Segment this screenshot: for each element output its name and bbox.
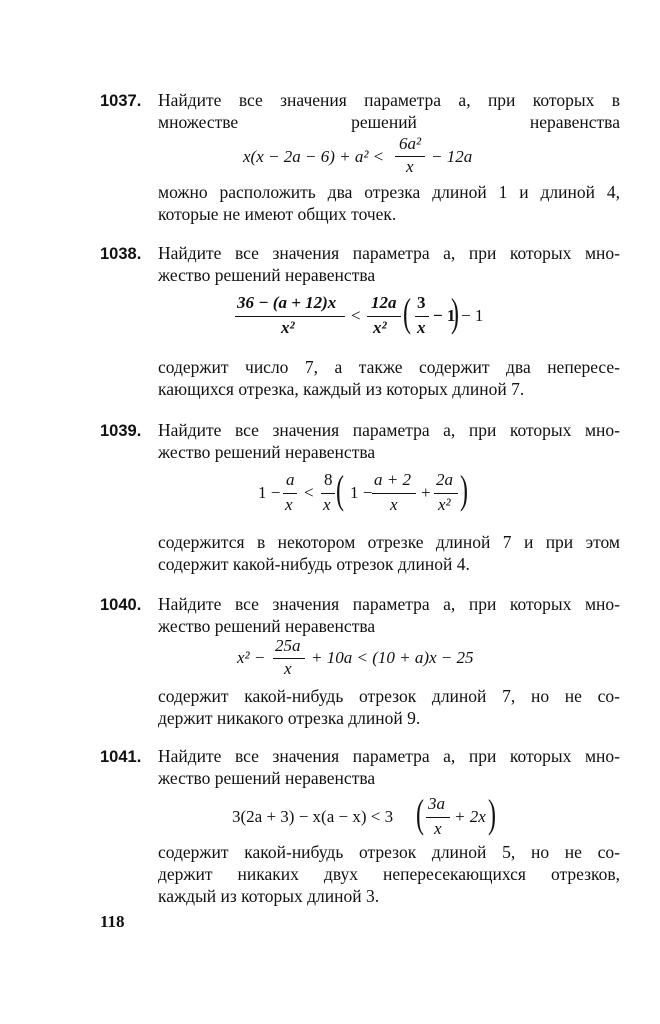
problem-number: 1037. bbox=[100, 92, 142, 110]
problem-statement-line: жество решений неравенства bbox=[158, 768, 376, 788]
problem-statement-line: 1040. Найдите все значения параметра a, при которых мно- bbox=[100, 592, 620, 616]
problem-condition-line: содержит какой-нибудь отрезок длиной 7, но не со- bbox=[158, 686, 620, 706]
problem-condition-line: держит никаких двух непересекающихся отрезков, bbox=[158, 864, 620, 884]
problem-statement-line: 1039. Найдите все значения параметра a, при которых мно- bbox=[100, 418, 620, 442]
problem-statement-line: 1041. Найдите все значения параметра a, при которых мно- bbox=[100, 744, 620, 768]
inequality-formula: 3(2a + 3) − x(a − x) < 3 ( 3a x + 2x ) bbox=[232, 791, 496, 838]
problem-statement-line: жество решений неравенства bbox=[158, 265, 376, 285]
problem-condition-line: содержится в некотором отрезке длиной 7 и при этом bbox=[158, 532, 620, 552]
problem-number: 1041. bbox=[100, 748, 142, 766]
problem-statement-line: жество решений неравенства bbox=[158, 442, 376, 462]
problem-number: 1040. bbox=[100, 596, 142, 614]
problem-condition-line: содержит какой-нибудь отрезок длиной 5, но не со- bbox=[158, 842, 620, 862]
problem-statement-line: множестве решений неравенства bbox=[158, 112, 620, 132]
problem-condition-line: можно расположить два отрезка длиной 1 и длиной 4, bbox=[158, 182, 620, 202]
inequality-formula: 1 − a x < 8 x ( 1 − a + 2 x + 2a x² ) bbox=[258, 467, 468, 514]
problem-condition-line: которые не имеют общих точек. bbox=[158, 204, 397, 224]
problem-statement-line: 1037. Найдите все значения параметра a, при которых в bbox=[100, 88, 620, 112]
problem-condition-line: каждый из которых длиной 3. bbox=[158, 886, 380, 906]
problem-condition-line: кающихся отрезка, каждый из которых длиной 7. bbox=[158, 379, 525, 399]
page-number: 118 bbox=[100, 912, 125, 931]
problem-number: 1039. bbox=[100, 422, 142, 440]
inequality-formula: 36 − (a + 12)x x² < 12a x² ( 3 x − 1 ) − 1 bbox=[237, 290, 484, 337]
problem-condition-line: содержит число 7, а также содержит два непересе- bbox=[158, 357, 620, 377]
problem-condition-line: содержит какой-нибудь отрезок длиной 4. bbox=[158, 554, 470, 574]
problem-statement-line: жество решений неравенства bbox=[158, 616, 376, 636]
problem-statement-line: 1038. Найдите все значения параметра a, при которых мно- bbox=[100, 241, 620, 265]
inequality-formula: x² − 25a x + 10a < (10 + a)x − 25 bbox=[237, 636, 474, 678]
problem-number: 1038. bbox=[100, 245, 142, 263]
inequality-formula: x(x − 2a − 6) + a² < 6a² x − 12a bbox=[243, 134, 473, 176]
problem-condition-line: держит никакого отрезка длиной 9. bbox=[158, 708, 421, 728]
